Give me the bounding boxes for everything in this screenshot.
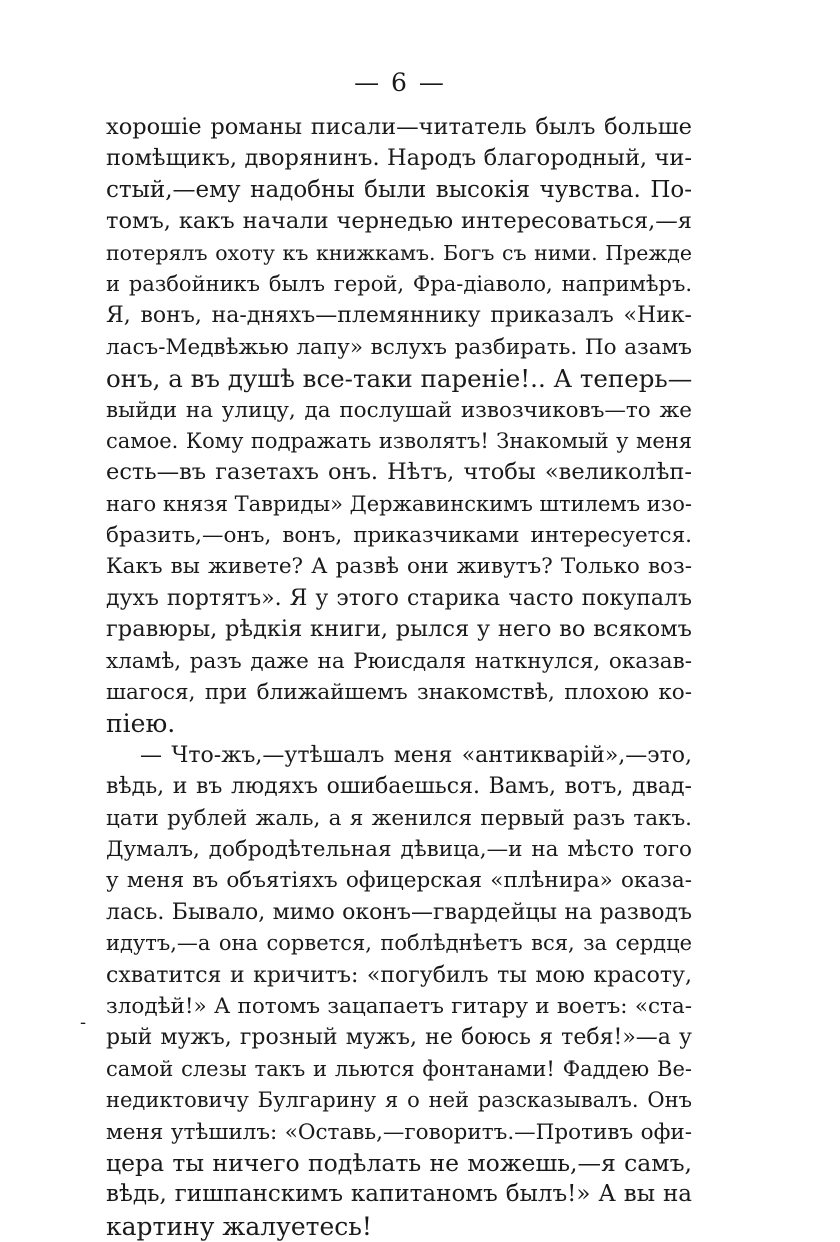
text-line: самое. Кому подражать изволятъ! Знакомый у меня — [106, 428, 692, 453]
text-line: есть—въ газетахъ онъ. Нѣтъ, чтобы «великолѣп- — [106, 459, 692, 486]
text-line: хламѣ, разъ даже на Рюисдаля наткнулся, оказав- — [106, 648, 692, 674]
text-line: Я, вонъ, на-дняхъ—племяннику приказалъ «Ник- — [106, 303, 692, 329]
text-line: шагося, при ближайшемъ знакомствѣ, плохою ко- — [106, 680, 692, 706]
text-line: Думалъ, добродѣтельная дѣвица,—и на мѣсто того — [106, 836, 692, 862]
text-line: вѣдь, и въ людяхъ ошибаешься. Вамъ, вотъ, двад- — [106, 774, 692, 800]
text-line: недиктовичу Булгарину я о ней разсказывалъ. Онъ — [106, 1088, 692, 1113]
text-line: у меня въ объятіяхъ офицерская «плѣнира» оказа- — [106, 868, 692, 894]
text-line: наго князя Тавриды» Державинскимъ штилемъ изо- — [106, 491, 692, 516]
text-line: Какъ вы живете? А развѣ они живутъ? Только воз- — [106, 554, 692, 580]
text-line: и разбойникъ былъ герой, Фра-діаволо, напримѣръ. — [106, 271, 692, 296]
text-line: злодѣй!» А потомъ зацапаетъ гитару и воетъ: «ста- — [106, 993, 692, 1019]
text-line: духъ портятъ». Я у этого старика часто покупалъ — [106, 585, 692, 611]
text-line: самой слезы такъ и льются фонтанами! Фаддею Ве- — [106, 1056, 692, 1081]
text-line: бразить,—онъ, вонъ, приказчиками интересуется. — [106, 523, 692, 549]
text-line: потерялъ охоту къ книжкамъ. Богъ съ ними. Прежде — [106, 240, 692, 265]
text-line: схватится и кричитъ: «погубилъ ты мою красоту, — [106, 962, 692, 988]
text-line: выйди на улицу, да послушай извозчиковъ—то же — [106, 397, 692, 423]
text-line: вѣдь, гишпанскимъ капитаномъ былъ!» А вы на — [106, 1181, 692, 1208]
text-line: цера ты ничего подѣлать не можешь,—я самъ, — [106, 1148, 692, 1177]
paragraph-start-line: — Что-жъ,—утѣшалъ меня «антикварій»,—это, — [140, 742, 692, 768]
text-line: онъ, а въ душѣ все-таки пареніе!.. А теперь— — [106, 364, 693, 394]
margin-mark: - — [80, 1012, 87, 1033]
text-line: рый мужъ, грозный мужъ, не боюсь я тебя!»—а у — [106, 1025, 692, 1051]
text-line: томъ, какъ начали чернедью интересоваться,—я — [106, 208, 692, 235]
body-text — [106, 112, 692, 1242]
text-line: помѣщикъ, дворянинъ. Народъ благородный, чи- — [106, 145, 692, 172]
text-line: идутъ,—а она сорвется, поблѣднѣетъ вся, за сердце — [106, 931, 692, 956]
page-number: — 6 — — [354, 68, 446, 97]
text-line: цати рублей жаль, а я женился первый разъ такъ. — [106, 805, 692, 831]
text-line: гравюры, рѣдкія книги, рылся у него во всякомъ — [106, 616, 692, 643]
text-line: хорошіе романы писали—читатель былъ больше — [106, 114, 692, 140]
paragraph-end-line: картину жалуетесь! — [106, 1211, 372, 1241]
text-line: меня утѣшилъ: «Оставь,—говоритъ.—Противъ офи- — [106, 1119, 692, 1145]
text-line: ласъ-Медвѣжью лапу» вслухъ разбирать. По азамъ — [106, 334, 692, 360]
text-line: лась. Бывало, мимо оконъ—гвардейцы на разводъ — [106, 899, 692, 925]
paragraph-end-line: піею. — [106, 709, 176, 739]
text-line: стый,—ему надобны были высокія чувства. По- — [106, 176, 692, 203]
